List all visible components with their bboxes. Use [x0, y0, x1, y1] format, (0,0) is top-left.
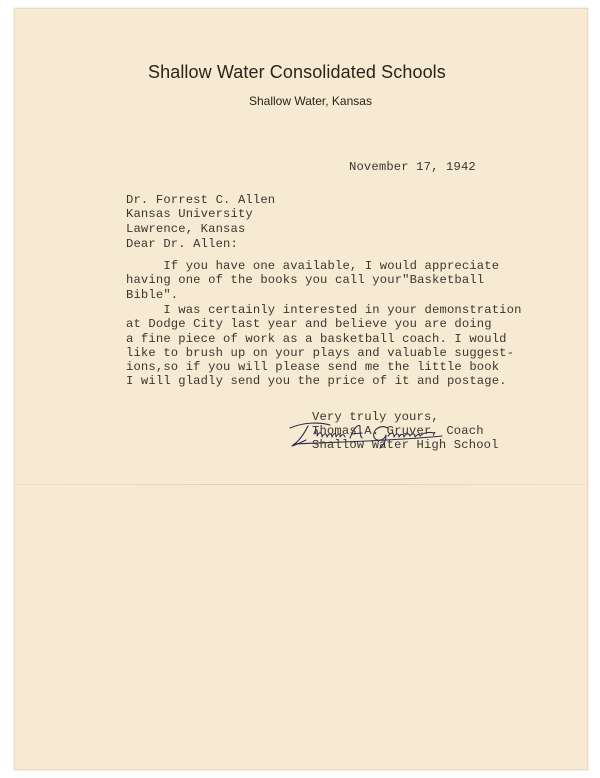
- signer-line: Shallow Water High School: [312, 438, 499, 453]
- signer-line: Thomas A. Gruver, Coach: [312, 424, 484, 438]
- body-paragraph-1: [126, 259, 499, 302]
- signer-block: [312, 424, 499, 453]
- recipient-line: Dr. Forrest C. Allen: [126, 193, 276, 207]
- letter-date: November 17, 1942: [349, 160, 476, 174]
- body-paragraph-2: [126, 303, 522, 389]
- paragraph-line: at Dodge City last year and believe you are doing: [126, 317, 492, 332]
- recipient-line: Kansas University: [126, 207, 253, 222]
- letterhead-organization: Shallow Water Consolidated Schools: [148, 62, 446, 82]
- paragraph-line: like to brush up on your plays and valuable suggest-: [126, 345, 515, 360]
- closing: Very truly yours,: [312, 410, 439, 424]
- salutation: Dear Dr. Allen:: [126, 237, 238, 251]
- recipient-address: [126, 193, 275, 236]
- paragraph-line: Bible".: [126, 287, 179, 302]
- fold-line: [15, 484, 587, 485]
- paragraph-line: a fine piece of work as a basketball coach. I would: [126, 331, 507, 346]
- paragraph-line: I will gladly send you the price of it and postage.: [126, 374, 507, 389]
- paragraph-line: I was certainly interested in your demonstration: [126, 303, 522, 317]
- recipient-line: Lawrence, Kansas: [126, 221, 246, 236]
- paragraph-line: having one of the books you call your"Basketball: [126, 273, 485, 288]
- letterhead-location: Shallow Water, Kansas: [249, 94, 372, 108]
- letter-paper: [14, 8, 588, 770]
- paragraph-line: ions,so if you will please send me the little book: [126, 360, 500, 375]
- paragraph-line: If you have one available, I would appreciate: [126, 259, 500, 273]
